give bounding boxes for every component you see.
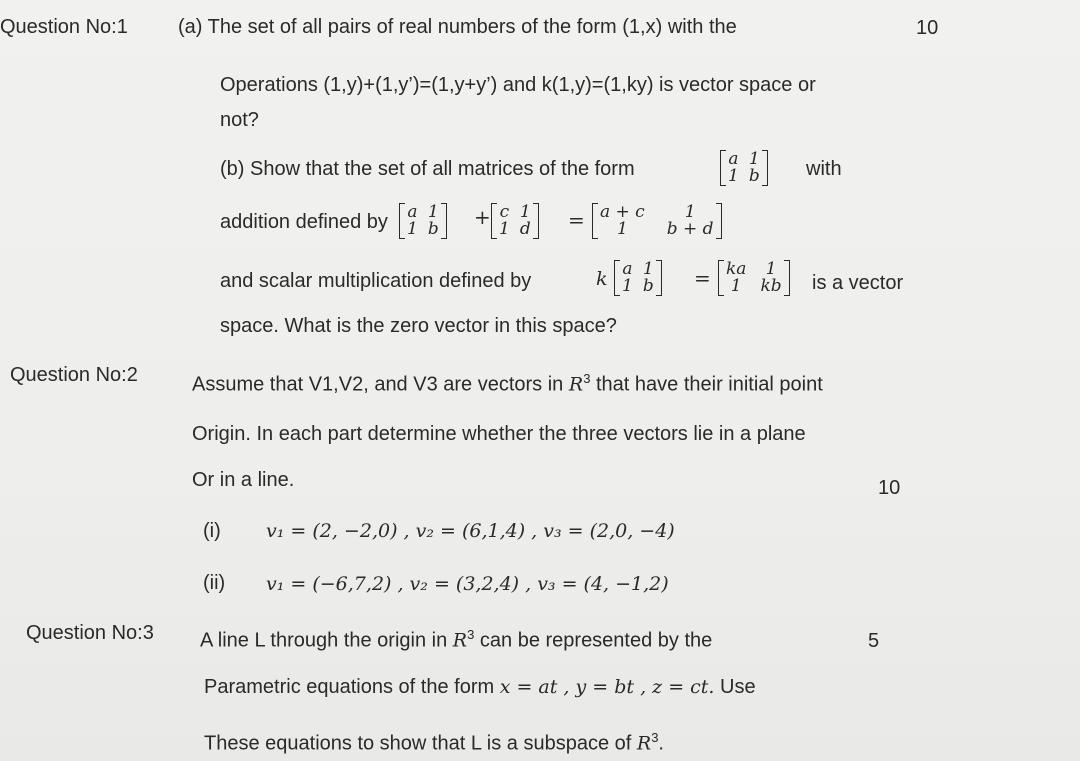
q2-i-equation: v₁ = (2, −2,0) , v₂ = (6,1,4) , v₃ = (2,0, −4) — [266, 520, 675, 542]
equals-sign-2: = — [694, 266, 711, 290]
matrix-add-result: a + c 1 1 b + d — [592, 203, 722, 239]
q3-label: Question No:3 — [26, 622, 154, 644]
q1-with: with — [806, 158, 842, 180]
q1-marks: 10 — [916, 17, 939, 39]
scalar-k: k — [596, 268, 608, 290]
q2-i-label: (i) — [203, 520, 221, 542]
q2-marks: 10 — [878, 477, 901, 499]
matrix-scalar: a 1 1 b — [614, 260, 662, 296]
q1-label: Question No:1 — [0, 16, 128, 38]
q2-label: Question No:2 — [10, 364, 138, 386]
matrix-form: a 1 1 b — [720, 150, 768, 186]
q2-line1: Assume that V1,V2, and V3 are vectors in $R^3$ that have their initial point — [192, 371, 823, 396]
q3-line2: Parametric equations of the form x = at , y = bt , z = ct. Use — [204, 676, 756, 698]
q1-part-b-last: space. What is the zero vector in this space? — [220, 315, 617, 337]
q1-part-b-line1: (b) Show that the set of all matrices of the form — [220, 158, 635, 180]
q1-is-vector: is a vector — [812, 272, 904, 294]
matrix-add-1: a 1 1 b — [399, 203, 447, 239]
q2-ii-label: (ii) — [203, 572, 226, 594]
equals-sign: = — [568, 208, 585, 232]
q2-line2: Origin. In each part determine whether the three vectors lie in a plane — [192, 423, 806, 445]
q2-line3: Or in a line. — [192, 469, 295, 491]
q3-marks: 5 — [868, 630, 880, 652]
q1-part-a-line2: Operations (1,y)+(1,y’)=(1,y+y’) and k(1,y)=(1,ky) is vector space or — [220, 74, 816, 96]
q1-scalar-text: and scalar multiplication defined by — [220, 270, 532, 292]
matrix-scalar-result: ka 1 1 kb — [718, 260, 790, 296]
q1-addition-text: addition defined by — [220, 211, 388, 233]
q1-part-a-line1: (a) The set of all pairs of real numbers of the form (1,x) with the — [178, 16, 737, 38]
plus-sign: + — [474, 205, 491, 229]
q3-line3: These equations to show that L is a subspace of $R^3$. — [204, 730, 664, 755]
q1-part-a-line3: not? — [220, 109, 259, 131]
q2-ii-equation: v₁ = (−6,7,2) , v₂ = (3,2,4) , v₃ = (4, −1,2) — [266, 573, 669, 595]
matrix-add-2: c 1 1 d — [491, 203, 539, 239]
q3-line1: A line L through the origin in $R^3$ can be represented by the — [200, 627, 713, 652]
